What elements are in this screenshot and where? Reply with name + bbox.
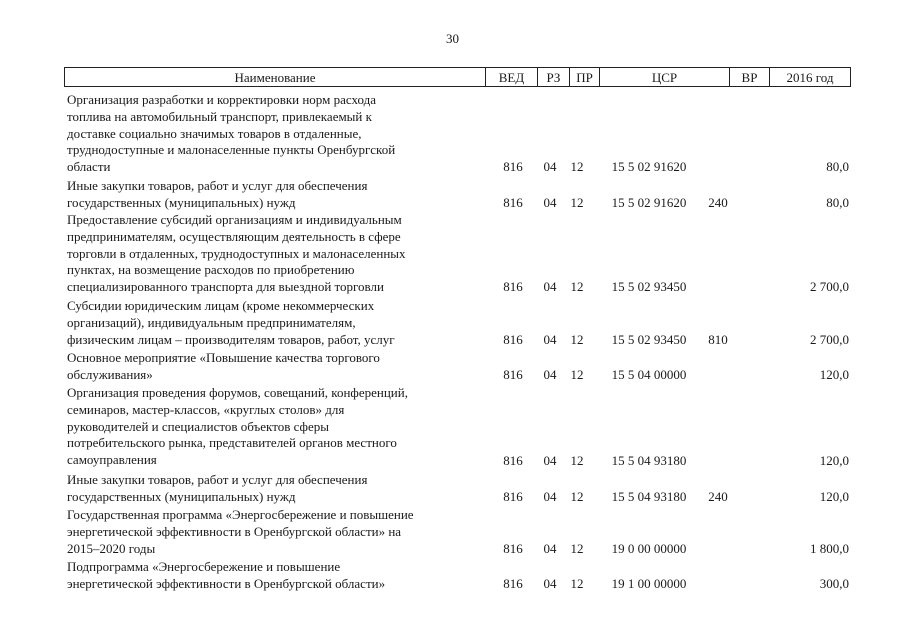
row-rz: 04 <box>543 576 557 592</box>
row-name <box>67 507 485 557</box>
row-name <box>67 559 485 593</box>
row-ved: 816 <box>503 453 523 469</box>
row-name-line: доставке социально значимых товаров в отдаленные, <box>67 125 362 141</box>
row-name-line: физическим лицам – производителям товаров, работ, услуг <box>67 331 395 347</box>
row-ved: 816 <box>503 279 523 295</box>
row-ved: 816 <box>503 576 523 592</box>
row-name-line: Иные закупки товаров, работ и услуг для обеспечения <box>67 472 368 487</box>
row-ved: 816 <box>503 541 523 557</box>
row-name-line: Государственная программа «Энергосбережение и повышение <box>67 507 414 522</box>
row-csr: 15 5 02 91620 <box>611 195 687 211</box>
row-pr: 12 <box>570 279 584 295</box>
header-rz: РЗ <box>537 68 569 86</box>
row-name-line: области <box>67 159 111 175</box>
row-name-line: пунктах, на возмещение расходов по приобретению <box>67 262 355 278</box>
table-row <box>67 350 852 384</box>
row-rz: 04 <box>543 367 557 383</box>
row-rz: 04 <box>543 332 557 348</box>
row-amount: 1 800,0 <box>810 541 849 557</box>
row-name-line: государственных (муниципальных) нужд <box>67 488 296 504</box>
row-name-line: Организация проведения форумов, совещаний, конференций, <box>67 385 408 400</box>
row-name-line: труднодоступные и малонаселенные пункты Оренбургской <box>67 142 396 158</box>
row-amount: 300,0 <box>819 576 849 592</box>
table-row <box>67 212 852 296</box>
row-ved: 816 <box>503 332 523 348</box>
header-name: Наименование <box>234 70 316 85</box>
row-name-line: Предоставление субсидий организациям и индивидуальным <box>67 212 402 227</box>
row-name-line: государственных (муниципальных) нужд <box>67 194 296 210</box>
row-name-line: руководителей и специалистов объектов сферы <box>67 418 329 434</box>
row-name <box>67 350 485 384</box>
row-amount: 80,0 <box>826 159 849 175</box>
header-vr: ВР <box>729 68 769 86</box>
row-name <box>67 298 485 348</box>
row-name-line: Подпрограмма «Энергосбережение и повышение <box>67 559 341 574</box>
row-name-line: специализированного транспорта для выездной торговли <box>67 279 384 295</box>
row-name <box>67 212 485 296</box>
row-csr: 15 5 02 93450 <box>611 279 687 295</box>
row-ved: 816 <box>503 195 523 211</box>
table-row <box>67 559 852 593</box>
row-amount: 2 700,0 <box>810 332 849 348</box>
row-ved: 816 <box>503 159 523 175</box>
table-header <box>64 67 851 87</box>
row-name-line: Иные закупки товаров, работ и услуг для обеспечения <box>67 178 368 193</box>
row-name-line: энергетической эффективности в Оренбургской области» <box>67 575 386 591</box>
row-amount: 120,0 <box>819 489 849 505</box>
header-csr: ЦСР <box>599 68 729 86</box>
row-name-line: семинаров, мастер-классов, «круглых столов» для <box>67 401 345 417</box>
row-csr: 15 5 04 93180 <box>611 453 687 469</box>
header-ved: ВЕД <box>485 68 537 86</box>
row-pr: 12 <box>570 195 584 211</box>
row-amount: 120,0 <box>819 367 849 383</box>
table-row <box>67 472 852 506</box>
row-rz: 04 <box>543 195 557 211</box>
table-row <box>67 92 852 176</box>
row-name <box>67 92 485 176</box>
row-name-line: организаций), индивидуальным предпринимателям, <box>67 314 356 330</box>
row-pr: 12 <box>570 576 584 592</box>
row-csr: 19 1 00 00000 <box>611 576 687 592</box>
row-pr: 12 <box>570 489 584 505</box>
row-vr: 240 <box>708 489 728 505</box>
table-row <box>67 507 852 558</box>
header-pr: ПР <box>569 68 599 86</box>
row-vr: 810 <box>708 332 728 348</box>
row-name-line: 2015–2020 годы <box>67 540 156 556</box>
row-ved: 816 <box>503 489 523 505</box>
row-vr: 240 <box>708 195 728 211</box>
row-name-line: самоуправления <box>67 452 157 468</box>
row-rz: 04 <box>543 279 557 295</box>
row-rz: 04 <box>543 159 557 175</box>
row-csr: 15 5 04 00000 <box>611 367 687 383</box>
row-name-line: Организация разработки и корректировки норм расхода <box>67 92 376 107</box>
row-name-line: потребительского рынка, представителей органов местного <box>67 435 397 451</box>
row-pr: 12 <box>570 541 584 557</box>
row-name-line: Основное мероприятие «Повышение качества торгового <box>67 350 380 365</box>
row-name-line: обслуживания» <box>67 366 153 382</box>
row-amount: 2 700,0 <box>810 279 849 295</box>
table-row <box>67 298 852 349</box>
row-rz: 04 <box>543 541 557 557</box>
row-name-line: энергетической эффективности в Оренбургской области» на <box>67 523 402 539</box>
table-row <box>67 385 852 470</box>
row-csr: 15 5 02 91620 <box>611 159 687 175</box>
row-pr: 12 <box>570 453 584 469</box>
row-name-line: предпринимателям, осуществляющим деятельность в сфере <box>67 228 401 244</box>
row-pr: 12 <box>570 367 584 383</box>
row-name-line: Субсидии юридическим лицам (кроме некоммерческих <box>67 298 375 313</box>
row-rz: 04 <box>543 489 557 505</box>
header-year: 2016 год <box>769 68 850 86</box>
row-rz: 04 <box>543 453 557 469</box>
row-amount: 80,0 <box>826 195 849 211</box>
row-pr: 12 <box>570 332 584 348</box>
row-name <box>67 385 485 469</box>
page-number: 30 <box>446 31 459 46</box>
row-amount: 120,0 <box>819 453 849 469</box>
row-pr: 12 <box>570 159 584 175</box>
row-csr: 15 5 02 93450 <box>611 332 687 348</box>
row-csr: 15 5 04 93180 <box>611 489 687 505</box>
row-name-line: торговли в отдаленных, труднодоступных и малонаселенных <box>67 245 406 261</box>
table-row <box>67 178 852 212</box>
row-name <box>67 472 485 506</box>
row-name-line: топлива на автомобильный транспорт, привлекаемый к <box>67 108 372 124</box>
row-name <box>67 178 485 212</box>
row-ved: 816 <box>503 367 523 383</box>
row-csr: 19 0 00 00000 <box>611 541 687 557</box>
